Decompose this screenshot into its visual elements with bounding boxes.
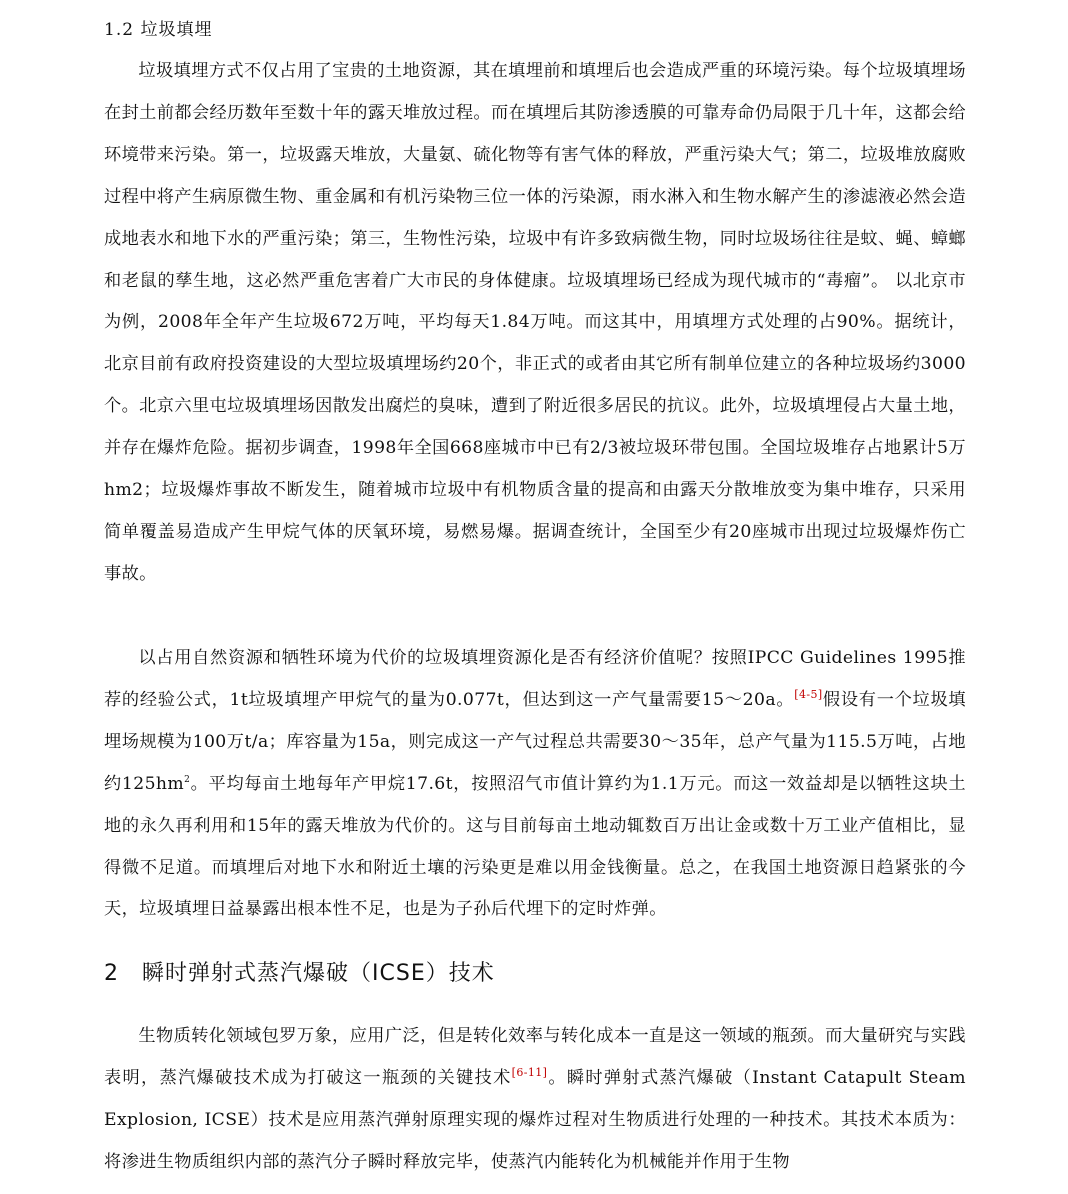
paragraph-landfill-economics <box>104 638 966 931</box>
paragraph-text: 。瞬时弹射式蒸汽爆破（Instant Catapult Steam Explosion, ICSE）技术是应用蒸汽弹射原理实现的爆炸过程对生物质进行处理的一种技术。其技术本质为：将渗进生物质组织内部的蒸汽分子瞬时释放完毕，使蒸汽内能转化为机械能并作用于生物 <box>104 1067 966 1172</box>
paragraph-text: 假设有一个垃圾填埋场规模为100万t/a；库容量为15a，则完成这一产气过程总共需要30～35年，总产气量为115.5万吨，占地约125hm <box>104 689 967 794</box>
citation-ref: [4-5] <box>794 687 823 701</box>
paragraph-icse-intro <box>104 1016 966 1184</box>
paragraph-text: 生物质转化领域包罗万象，应用广泛，但是转化效率与转化成本一直是这一领域的瓶颈。而大量研究与实践表明，蒸汽爆破技术成为打破这一瓶颈的关键技术 <box>104 1026 966 1088</box>
paragraph-landfill-pollution: 垃圾填埋方式不仅占用了宝贵的土地资源，其在填埋前和填埋后也会造成严重的环境污染。每个垃圾填埋场在封土前都会经历数年至数十年的露天堆放过程。而在填埋后其防渗透膜的可靠寿命仍局限于几十年，这都会给环境带来污染。第一，垃圾露天堆放，大量氨、硫化物等有害气体的释放，严重污染大气；第二，垃圾堆放腐败过程中将产生病原微生物、重金属和有机污染物三位一体的污染源，雨水淋入和生物水解产生的渗滤液必然会造成地表水和地下水的严重污染；第三，生物性污染，垃圾中有许多致病微生物，同时垃圾场往往是蚊、蝇、蟑螂和老鼠的孳生地，这必然严重危害着广大市民的身体健康。垃圾填埋场已经成为现代城市的“毒瘤”。 以北京市为例，2008年全年产生垃圾672万吨，平均每天1.84万吨。而这其中，用填埋方式处理的占90%。据统计，北京目前有政府投资建设的大型垃圾填埋场约20个，非正式的或者由其它所有制单位建立的各种垃圾场约3000个。北京六里屯垃圾填埋场因散发出腐烂的臭味，遭到了附近很多居民的抗议。此外，垃圾填埋侵占大量土地，并存在爆炸危险。据初步调查，1998年全国668座城市中已有2/3被垃圾环带包围。全国垃圾堆存占地累计5万hm2；垃圾爆炸事故不断发生，随着城市垃圾中有机物质含量的提高和由露天分散堆放变为集中堆存，只采用简单覆盖易造成产生甲烷气体的厌氧环境，易燃易爆。据调查统计，全国至少有20座城市出现过垃圾爆炸伤亡事故。 <box>104 61 966 584</box>
subsection-heading: 1.2 垃圾填埋 <box>104 20 213 40</box>
superscript-unit: 2 <box>184 774 191 785</box>
citation-ref: [6-11] <box>511 1065 548 1079</box>
paragraph-text: 以占用自然资源和牺牲环境为代价的垃圾填埋资源化是否有经济价值呢？按照IPCC Guidelines 1995推荐的经验公式，1t垃圾填埋产甲烷气的量为0.077t，但达到这一产气量需要15～20a。 <box>104 648 966 710</box>
section-number: 2 <box>104 961 119 986</box>
section-title: 瞬时弹射式蒸汽爆破（ICSE）技术 <box>142 961 495 986</box>
paragraph-text: 。平均每亩土地每年产甲烷17.6t，按照沼气市值计算约为1.1万元。而这一效益却是以牺牲这块土地的永久再利用和15年的露天堆放为代价的。这与目前每亩土地动辄数百万出让金或数十万工业产值相比，显得微不足道。而填埋后对地下水和附近土壤的污染更是难以用金钱衡量。总之，在我国土地资源日趋紧张的今天，垃圾填埋日益暴露出根本性不足，也是为子孙后代埋下的定时炸弹。 <box>104 773 966 920</box>
section-heading <box>104 958 495 990</box>
